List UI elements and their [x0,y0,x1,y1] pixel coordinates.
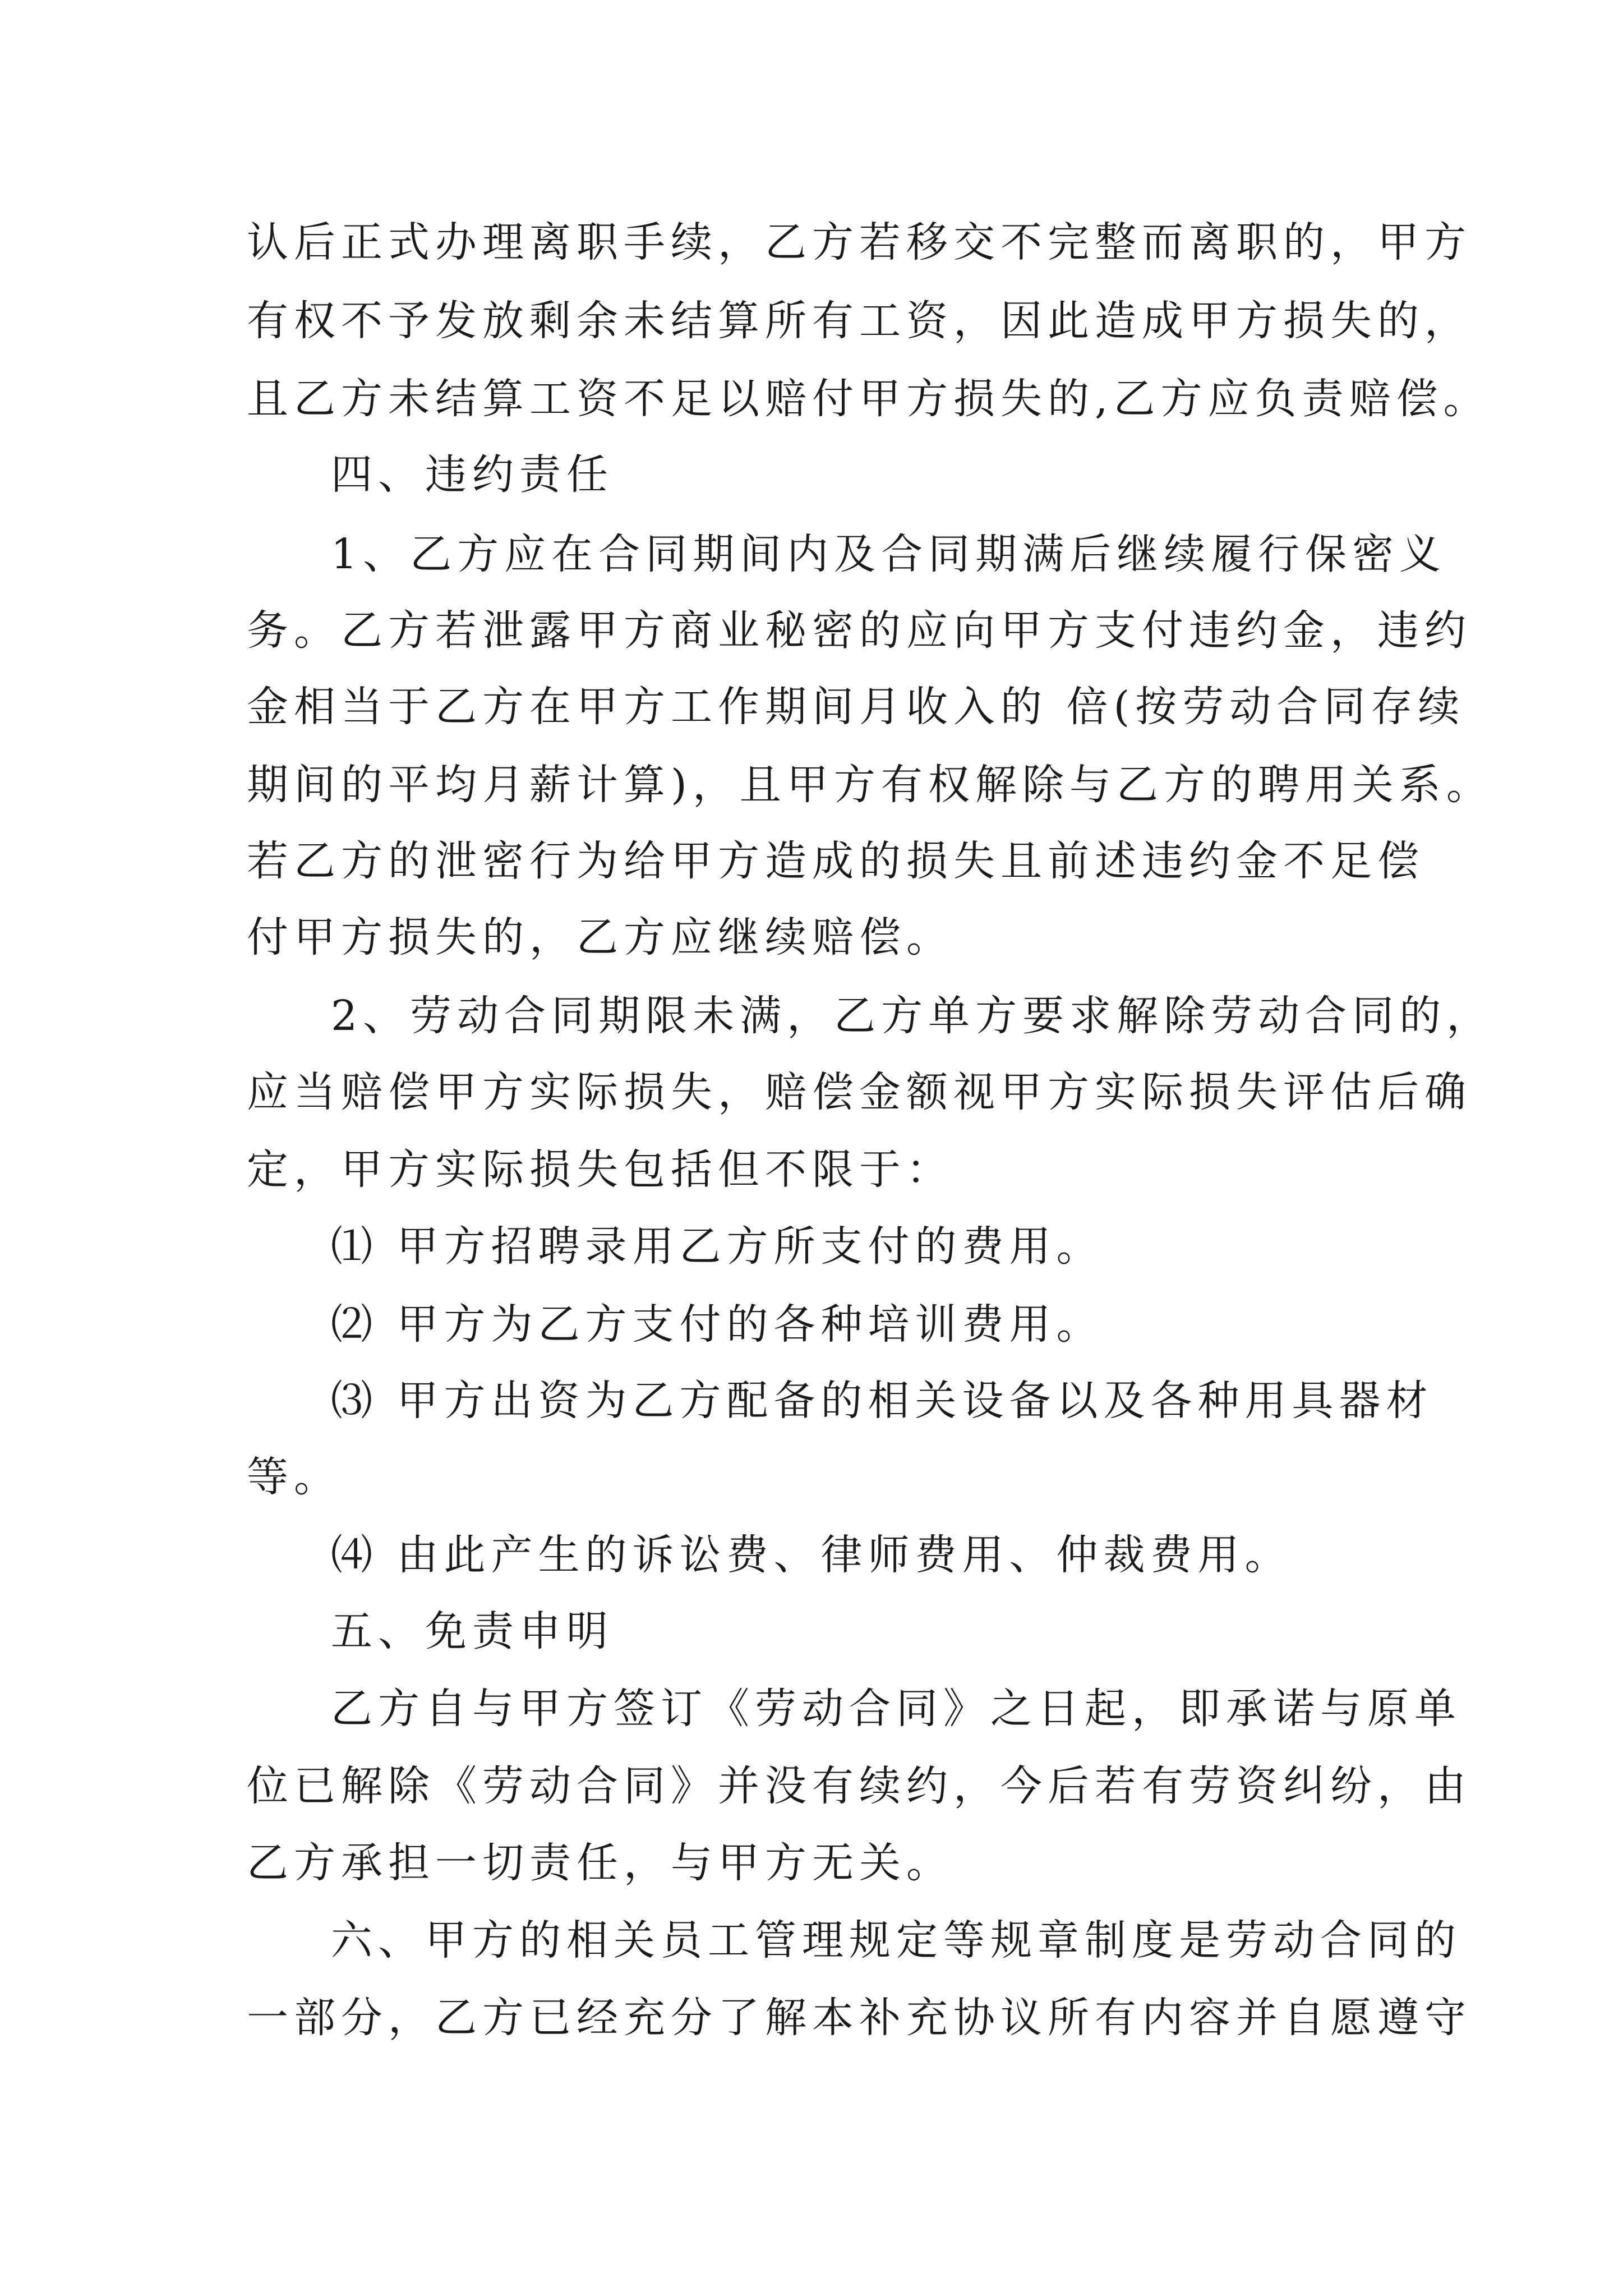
body-text-line: 金相当于乙方在甲方工作期间月收入的 倍(按劳动合同存续 [247,683,1465,731]
body-text-line: 且乙方未结算工资不足以赔付甲方损失的,乙方应负责赔偿。 [247,375,1491,423]
body-text-line: 务。乙方若泄露甲方商业秘密的应向甲方支付违约金，违约 [247,606,1472,655]
section-heading: 四、违约责任 [331,450,614,499]
body-text-line: 位已解除《劳动合同》并没有续约，今后若有劳资纠纷，由 [247,1762,1472,1810]
list-item: ⑴ 甲方招聘录用乙方所支付的费用。 [331,1222,1104,1271]
section-heading: 六、甲方的相关员工管理规定等规章制度是劳动合同的 [331,1916,1461,1964]
body-text-line: 定，甲方实际损失包括但不限于： [247,1145,953,1194]
body-text-line: 期间的平均月薪计算)，且甲方有权解除与乙方的聘用关系。 [247,761,1493,809]
body-text-line: 若乙方的泄密行为给甲方造成的损失且前述违约金不足偿 [247,837,1424,885]
body-text-line: 有权不予发放剩余未结算所有工资，因此造成甲方损失的， [247,297,1472,345]
body-text-line: 2、劳动合同期限未满，乙方单方要求解除劳动合同的， [331,992,1494,1040]
body-text-line: 等。 [247,1453,341,1501]
body-text-line: 付甲方损失的，乙方应继续赔偿。 [247,913,953,961]
body-text-line: 一部分，乙方已经充分了解本补充协议所有内容并自愿遵守 [247,1994,1472,2042]
list-item: ⑶ 甲方出资为乙方配备的相关设备以及各种用具器材 [331,1377,1433,1425]
section-heading: 五、免责申明 [331,1607,614,1655]
list-item: ⑷ 由此产生的诉讼费、律师费用、仲裁费用。 [331,1531,1292,1579]
body-text-line: 认后正式办理离职手续，乙方若移交不完整而离职的，甲方 [247,218,1472,266]
body-text-line: 乙方承担一切责任，与甲方无关。 [247,1839,953,1887]
body-text-line: 乙方自与甲方签订《劳动合同》之日起，即承诺与原单 [331,1685,1461,1733]
list-item: ⑵ 甲方为乙方支付的各种培训费用。 [331,1300,1104,1349]
body-text-line: 1、乙方应在合同期间内及合同期满后继续履行保密义 [331,530,1447,578]
body-text-line: 应当赔偿甲方实际损失，赔偿金额视甲方实际损失评估后确 [247,1068,1472,1116]
